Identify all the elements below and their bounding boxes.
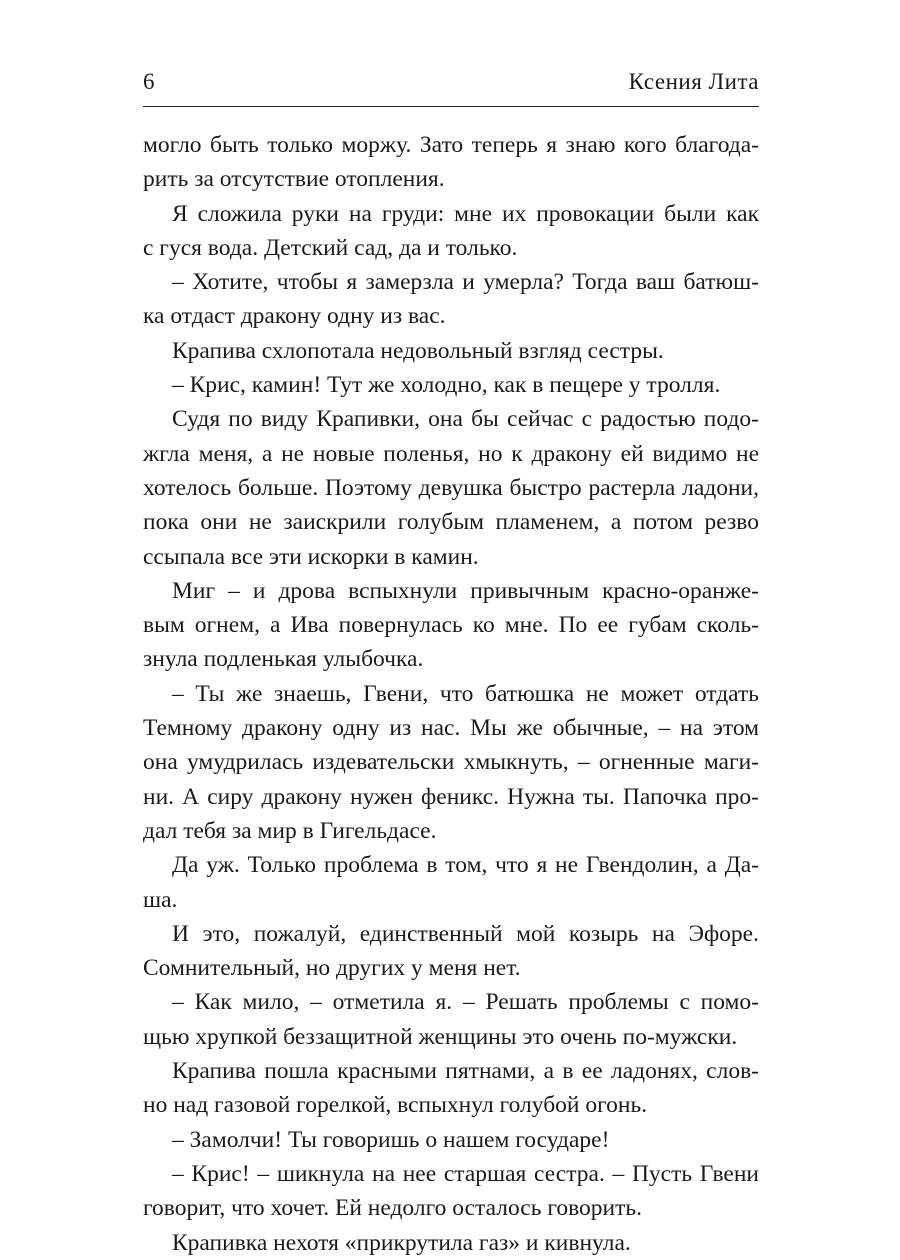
text-line: ша. xyxy=(143,886,178,913)
text-line: вым огнем, а Ива повернулась ко мне. По ее губам сколь- xyxy=(143,612,759,639)
text-line: ссыпала все эти искорки в камин. xyxy=(143,543,479,570)
text-line: – Как мило, – отметила я. – Решать проблемы с помо- xyxy=(172,989,759,1016)
text-line: Судя по виду Крапивки, она бы сейчас с радостью подо- xyxy=(172,406,759,433)
text-line: – Хотите, чтобы я замерзла и умерла? Тогда ваш батюш- xyxy=(172,269,759,296)
text-line: пока они не заискрили голубым пламенем, а потом резво xyxy=(143,509,759,536)
text-line: ни. А сиру дракону нужен феникс. Нужна ты. Папочка про- xyxy=(143,783,759,810)
text-line: могло быть только моржу. Зато теперь я знаю кого благода- xyxy=(143,132,759,158)
text-line: – Крис, камин! Тут же холодно, как в пещере у тролля. xyxy=(172,372,721,399)
text-line: с гуся вода. Детский сад, да и только. xyxy=(143,234,518,261)
text-line: дал тебя за мир в Гигельдасе. xyxy=(143,817,437,844)
text-line: Сомнительный, но других у меня нет. xyxy=(143,955,521,982)
page-number: 6 xyxy=(143,69,155,94)
text-line: щью хрупкой беззащитной женщины это очень по-мужски. xyxy=(143,1023,738,1050)
text-line: Миг – и дрова вспыхнули привычным красно-оранже- xyxy=(172,577,759,604)
text-line: Крапивка нехотя «прикрутила газ» и кивнула. xyxy=(172,1229,631,1256)
text-line: рить за отсутствие отопления. xyxy=(143,166,445,193)
page-header xyxy=(143,64,759,100)
text-line: Крапива пошла красными пятнами, а в ее ладонях, слов- xyxy=(172,1058,759,1085)
text-line: знула подленькая улыбочка. xyxy=(143,646,424,673)
text-line: – Крис! – шикнула на нее старшая сестра. – Пусть Гвени xyxy=(172,1160,759,1187)
text-line: ка отдаст дракону одну из вас. xyxy=(143,303,446,330)
text-line: – Ты же знаешь, Гвени, что батюшка не может отдать xyxy=(172,680,759,707)
text-line: И это, пожалуй, единственный мой козырь на Эфоре. xyxy=(172,920,759,947)
text-line: жгла меня, а не новые поленья, но к дракону ей видимо не xyxy=(143,440,759,467)
body-text xyxy=(143,128,759,1260)
text-line: но над газовой горелкой, вспыхнул голубой огонь. xyxy=(143,1092,648,1119)
running-title: Ксения Лита xyxy=(628,69,759,94)
text-line: Да уж. Только проблема в том, что я не Гвендолин, а Да- xyxy=(172,852,759,879)
text-line: она умудрилась издевательски хмыкнуть, – огненные маги- xyxy=(143,749,759,776)
header-divider xyxy=(143,106,759,107)
text-line: Темному дракону одну из нас. Мы же обычные, – на этом xyxy=(143,715,759,742)
text-line: Крапива схлопотала недовольный взгляд сестры. xyxy=(172,337,664,364)
text-line: Я сложила руки на груди: мне их провокации были как xyxy=(172,200,759,227)
text-line: хотелось больше. Поэтому девушка быстро растерла ладони, xyxy=(143,474,759,501)
text-line: – Замолчи! Ты говоришь о нашем государе! xyxy=(172,1126,610,1153)
text-line: говорит, что хочет. Ей недолго осталось говорить. xyxy=(143,1195,642,1222)
